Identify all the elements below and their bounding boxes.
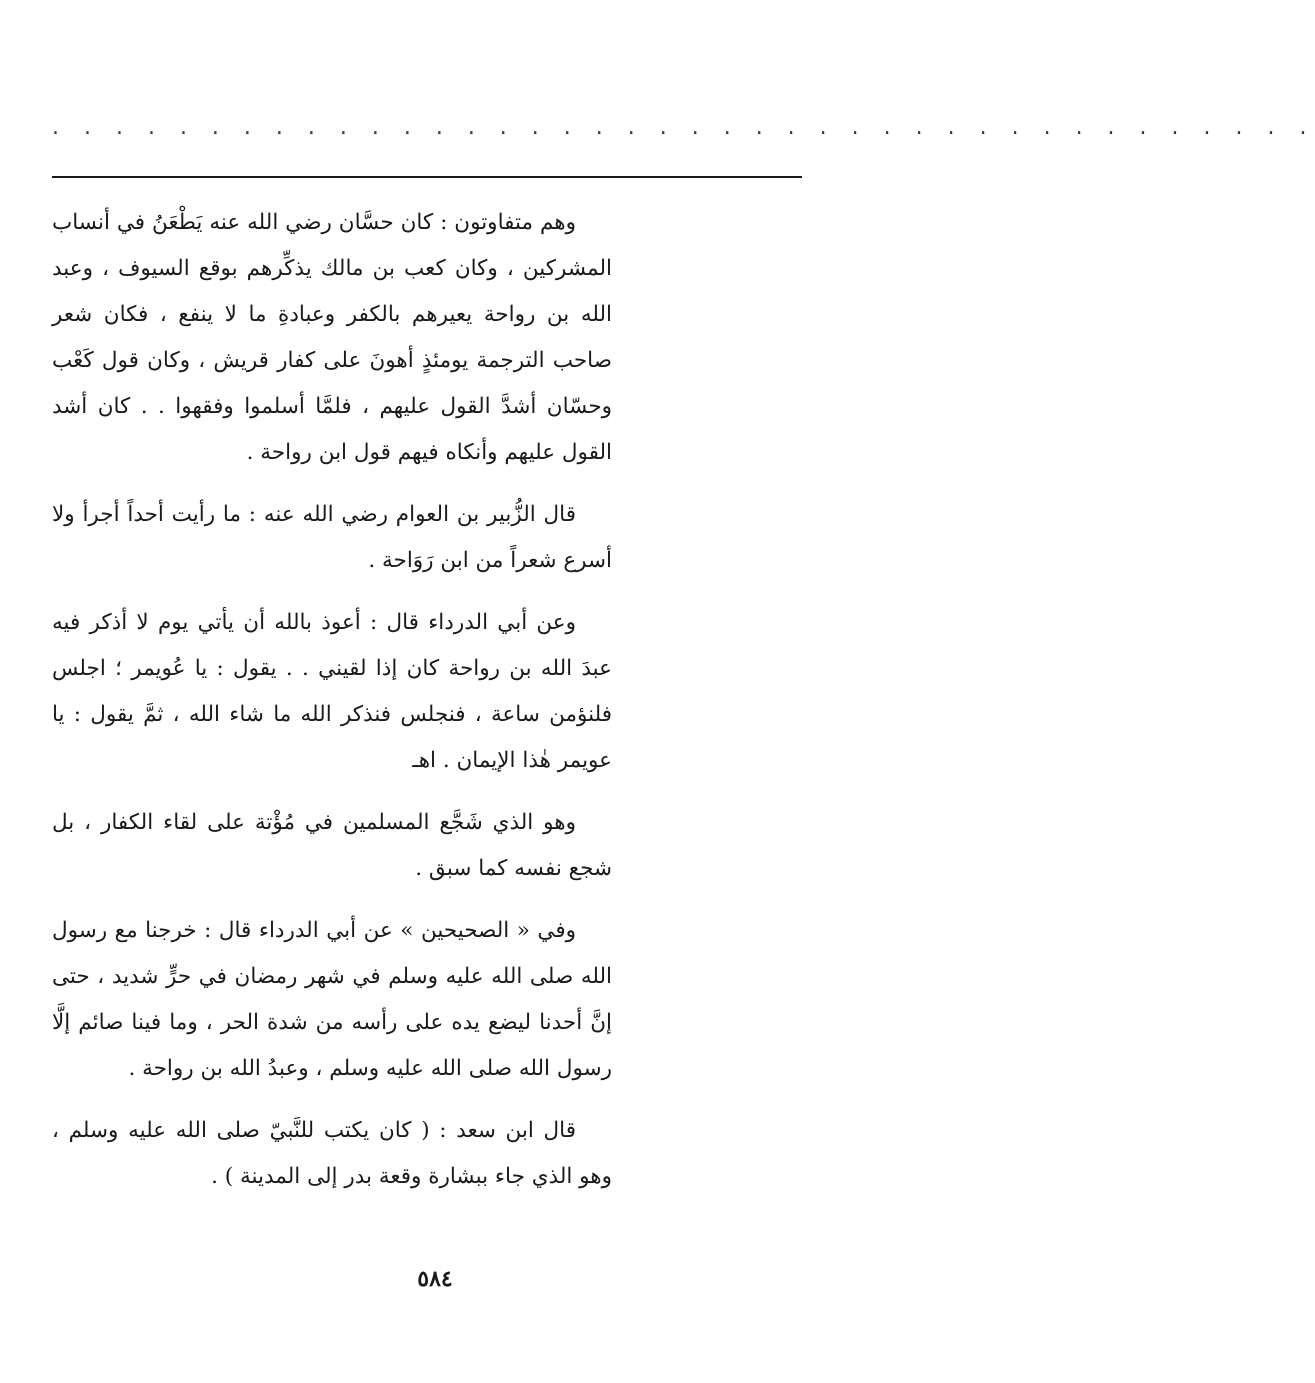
- header-rule: [52, 176, 802, 178]
- header-dotted-line: . . . . . . . . . . . . . . . . . . . . . . . . . . . . . . . . . . . . . . . .: [52, 115, 1315, 140]
- paragraph-3: وعن أبي الدرداء قال : أعوذ بالله أن يأتي يوم لا أذكر فيه عبدَ الله بن رواحة كان إذا لقيني . . يقول : يا عُويمر ؛ اجلس فلنؤمن ساعة ، فنجلس فنذكر الله ما شاء الله ، ثمَّ يقول : يا عويمر هٰذا الإيمان . اهـ: [52, 610, 612, 773]
- paragraph-4: وهو الذي شَجَّع المسلمين في مُؤْتة على لقاء الكفار ، بل شجع نفسه كما سبق .: [52, 810, 612, 881]
- page-number: ٥٨٤: [417, 1266, 453, 1292]
- paragraph-5: وفي « الصحيحين » عن أبي الدرداء قال : خرجنا مع رسول الله صلى الله عليه وسلم في شهر رمضان في حرٍّ شديد ، حتى إنَّ أحدنا ليضع يده على رأسه من شدة الحر ، وما فينا صائم إلَّا رسول الله صلى الله عليه وسلم ، وعبدُ الله بن رواحة .: [52, 918, 612, 1081]
- page-body: [52, 200, 612, 1200]
- paragraph-1: وهم متفاوتون : كان حسَّان رضي الله عنه يَطْعَنُ في أنساب المشركين ، وكان كعب بن مالك يذكِّرهم بوقع السيوف ، وعبد الله بن رواحة يعيرهم بالكفر وعبادةِ ما لا ينفع ، فكان شعر صاحب الترجمة يومئذٍ أهونَ على كفار قريش ، وكان قول كَعْب وحسّان أشدَّ القول عليهم ، فلمَّا أسلموا وفقهوا . . كان أشد القول عليهم وأنكاه فيهم قول ابن رواحة .: [52, 210, 612, 465]
- paragraph-6: قال ابن سعد : ( كان يكتب للنَّبيّ صلى الله عليه وسلم ، وهو الذي جاء ببشارة وقعة بدر إلى المدينة ) .: [52, 1118, 612, 1189]
- paragraph-2: قال الزُّبير بن العوام رضي الله عنه : ما رأيت أحداً أجرأ ولا أسرع شعراً من ابن رَوَاحة .: [52, 502, 612, 573]
